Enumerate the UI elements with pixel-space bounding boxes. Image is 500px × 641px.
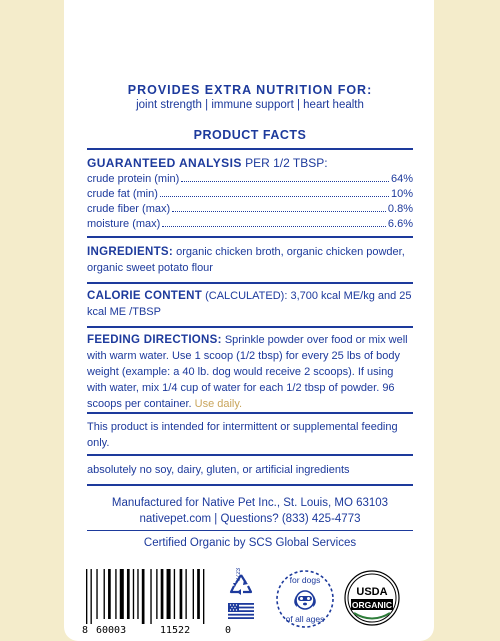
barcode-bar bbox=[133, 569, 134, 619]
barcode-bar bbox=[203, 569, 204, 624]
barcode-bar bbox=[174, 569, 175, 619]
divider bbox=[87, 282, 413, 284]
row-value: 64% bbox=[390, 173, 413, 185]
row-label: crude protein (min) bbox=[87, 173, 180, 185]
feeding-heading: FEEDING DIRECTIONS: bbox=[87, 334, 222, 346]
manufacturer-line: Manufactured for Native Pet Inc., St. Louis, MO 63103 bbox=[111, 497, 389, 509]
us-flag-icon bbox=[228, 603, 254, 619]
barcode-digits-right: 11522 bbox=[160, 625, 191, 636]
calorie-text: (CALCULATED): 3,700 kcal ME/kg and 25 kcal ME /TBSP bbox=[87, 290, 412, 318]
barcode-bar bbox=[150, 569, 151, 624]
certification: Certified Organic by SCS Global Services bbox=[143, 537, 357, 549]
badge-top-text: for dogs bbox=[289, 575, 321, 585]
barcode-bar bbox=[91, 569, 92, 624]
organic-text: ORGANIC bbox=[351, 600, 393, 610]
provides-list: joint strength | immune support | heart health bbox=[136, 99, 364, 111]
row-value: 10% bbox=[390, 188, 413, 200]
analysis-bold: GUARANTEED ANALYSIS bbox=[87, 156, 242, 170]
ingredients-heading: INGREDIENTS: bbox=[87, 246, 174, 258]
barcode-bar bbox=[120, 569, 124, 619]
product-facts-title: PRODUCT FACTS bbox=[193, 128, 307, 142]
row-value: 6.6% bbox=[387, 218, 413, 230]
barcode-bar bbox=[185, 569, 186, 619]
barcode-bar bbox=[193, 569, 194, 619]
analysis-row bbox=[87, 172, 413, 187]
barcode-bar bbox=[108, 569, 111, 619]
divider bbox=[87, 530, 413, 531]
divider bbox=[87, 148, 413, 150]
intermittent-notice: This product is intended for intermittent or supplemental feeding only. bbox=[87, 421, 398, 449]
barcode-bar bbox=[137, 569, 138, 619]
contact-line: nativepet.com | Questions? (833) 425-4773 bbox=[139, 513, 361, 525]
barcode-bar bbox=[115, 569, 116, 619]
calorie-heading: CALORIE CONTENT bbox=[87, 290, 203, 302]
analysis-row bbox=[87, 202, 413, 217]
version-code: V723 bbox=[236, 568, 242, 583]
divider bbox=[87, 412, 413, 414]
recycle-icon bbox=[228, 572, 254, 598]
barcode-bar bbox=[180, 569, 183, 619]
feeding-text: Sprinkle powder over food or mix well with warm water. Use 1 scoop (1/2 tbsp) for every 25 lbs of body weight (example: a 40 lb. dog would receive 2 scoops). If using with water, mix 1/4 cup of water for each 1/2 tbsp of powder. 96 scoops per container. bbox=[87, 334, 408, 410]
analysis-table bbox=[87, 172, 413, 232]
row-value: 0.8% bbox=[387, 203, 413, 215]
row-label: crude fat (min) bbox=[87, 188, 158, 200]
barcode-bar bbox=[96, 569, 97, 619]
for-dogs-of-all-ages-badge bbox=[275, 567, 335, 631]
ingredients-text: organic chicken broth, organic chicken powder, organic sweet potato flour bbox=[87, 246, 405, 274]
analysis-row bbox=[87, 187, 413, 202]
barcode-bar bbox=[86, 569, 87, 624]
barcode-bar bbox=[156, 569, 157, 619]
divider bbox=[87, 454, 413, 456]
barcode-bar bbox=[167, 569, 171, 619]
dog-face-icon bbox=[294, 591, 316, 609]
usda-text: USDA bbox=[356, 586, 388, 598]
barcode-bar bbox=[161, 569, 164, 619]
provides-title: PROVIDES EXTRA NUTRITION FOR: bbox=[127, 83, 373, 97]
manufacturer-info bbox=[87, 495, 413, 527]
use-daily-note: Use daily. bbox=[191, 398, 243, 410]
barcode-digit-first: 8 bbox=[82, 625, 89, 636]
row-label: crude fiber (max) bbox=[87, 203, 171, 215]
ingredients bbox=[87, 244, 413, 276]
divider bbox=[87, 484, 413, 486]
barcode-digit-last: 0 bbox=[225, 625, 232, 636]
barcode bbox=[84, 569, 234, 624]
row-label: moisture (max) bbox=[87, 218, 161, 230]
analysis-rest: PER 1/2 TBSP: bbox=[241, 156, 328, 170]
divider bbox=[87, 236, 413, 238]
analysis-row bbox=[87, 217, 413, 232]
barcode-bar bbox=[104, 569, 105, 619]
divider bbox=[87, 326, 413, 328]
badge-bottom-text: of all ages bbox=[285, 614, 325, 624]
feeding-directions bbox=[87, 332, 413, 412]
usda-organic-seal bbox=[344, 570, 400, 626]
barcode-digits-left: 60003 bbox=[96, 625, 127, 636]
barcode-bar bbox=[127, 569, 130, 619]
free-from-statement: absolutely no soy, dairy, gluten, or artificial ingredients bbox=[87, 464, 350, 476]
barcode-bar bbox=[142, 569, 145, 624]
calorie-content bbox=[87, 288, 413, 320]
barcode-bar bbox=[197, 569, 200, 619]
guaranteed-analysis-title bbox=[87, 156, 413, 170]
